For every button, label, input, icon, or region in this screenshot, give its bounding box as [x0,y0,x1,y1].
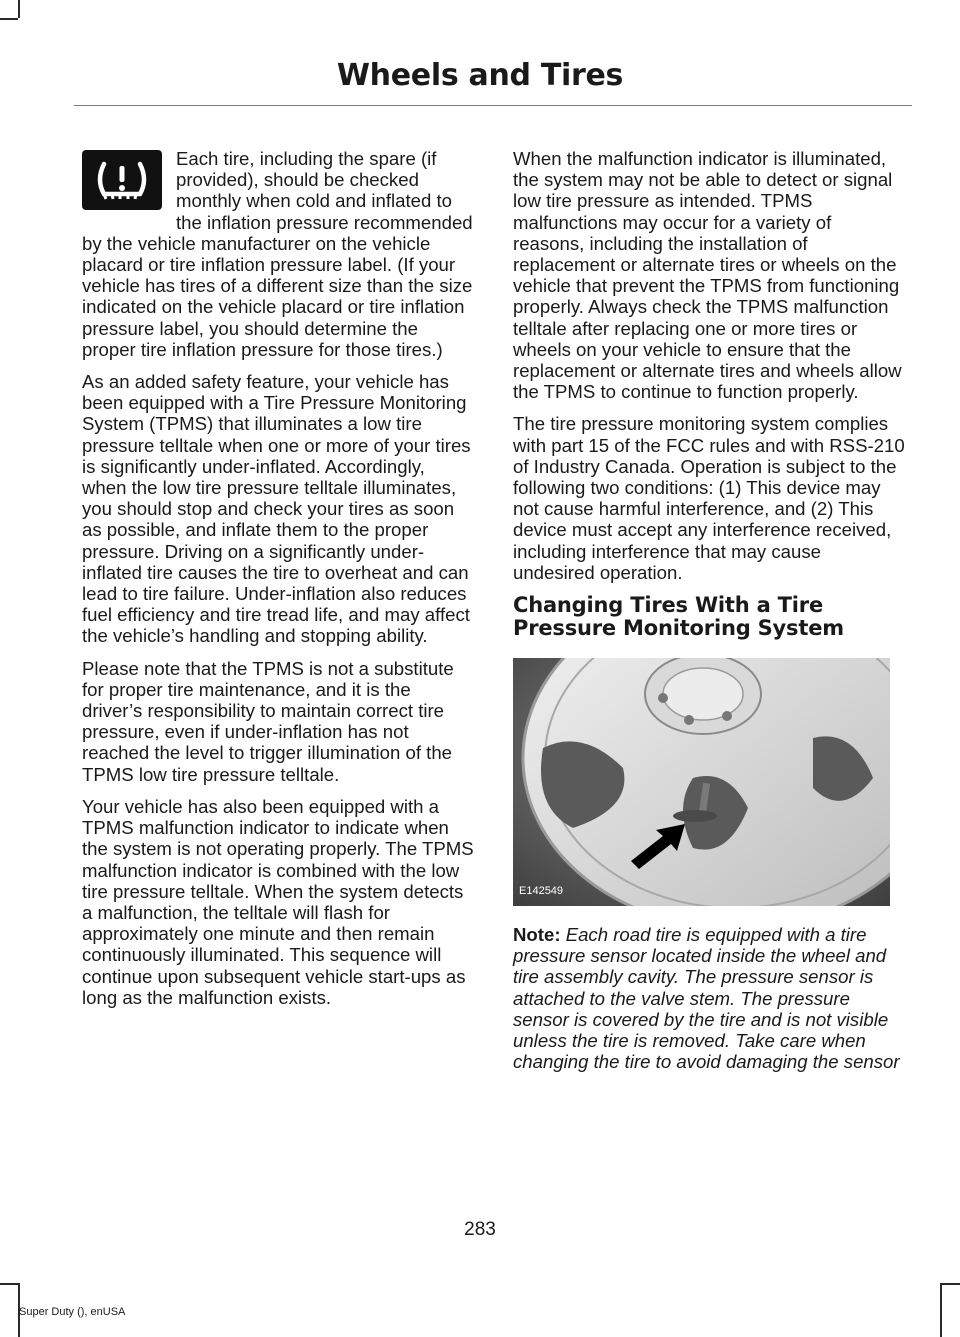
left-column [82,148,474,1019]
crop-mark-bottom-left-h [0,1283,18,1285]
section-subheading: Changing Tires With a Tire Pressure Monitoring System [513,593,844,641]
paragraph: As an added safety feature, your vehicle has been equipped with a Tire Pressure Monitoring System (TPMS) that illuminates a low tire pressure telltale when one or more of your tires is significantly under-inflated. Accordingly, when the low tire pressure telltale illuminates, you should stop and check your tires as soon as possible, and inflate them to the proper pressure. Driving on a significantly under-inflated tire causes the tire to overheat and can lead to tire failure. Under-inflation also reduces fuel efficiency and tire tread life, and may affect the vehicle’s handling and stopping ability. [82,371,471,647]
paragraph: The tire pressure monitoring system complies with part 15 of the FCC rules and with RSS-210 of Industry Canada. Operation is subject to the following two conditions: (1) This device may not cause harmful interference, and (2) This device must accept any interference received, including interference that may cause undesired operation. [513,413,905,583]
paragraph: Please note that the TPMS is not a substitute for proper tire maintenance, and it is the driver’s responsibility to maintain correct tire pressure, even if under-inflation has not reached the level to trigger illumination of the TPMS low tire pressure telltale. [82,657,454,785]
note [513,924,905,1072]
tire-valve-stem-figure [513,658,890,906]
paragraph: Each tire, including the spare (if provided), should be checked monthly when cold and inflated to the inflation pressure recommended by the vehicle manufacturer on the vehicle placard or tire inflation pressure label. (If your vehicle has tires of a different size than the size indicated on the vehicle placard or tire inflation pressure label, you should determine the proper tire inflation pressure for those tires.) [82,148,473,360]
wheel-illustration [513,658,890,906]
right-column [513,148,905,1083]
page-number: 283 [464,1219,496,1240]
note-label: Note: [513,924,561,946]
paragraph: When the malfunction indicator is illuminated, the system may not be able to detect or signal low tire pressure as intended. TPMS malfunctions may occur for a variety of reasons, including the installation of replacement or alternate tires or wheels on the vehicle that prevent the TPMS from functioning properly. Always check the TPMS malfunction telltale after replacing one or more tires or wheels on your vehicle to ensure that the replacement or alternate tires and wheels allow the TPMS to continue to function properly. [513,148,902,403]
crop-mark-top-left [18,0,20,18]
crop-mark-bottom-right [940,1283,942,1337]
page-title: Wheels and Tires [336,58,624,93]
footer-text: Super Duty (), enUSA [19,1306,126,1318]
tire-pressure-warning-icon [82,150,162,210]
header-divider [74,105,912,106]
figure-code: E142549 [519,884,564,897]
crop-mark-top-left-h [0,18,18,20]
paragraph: Your vehicle has also been equipped with a TPMS malfunction indicator to indicate when the system is not operating properly. The TPMS malfunction indicator is combined with the low tire pressure telltale. When the system detects a malfunction, the telltale will flash for approximately one minute and then remain continuously illuminated. This sequence will continue upon subsequent vehicle start-ups as long as the malfunction exists. [82,795,474,1008]
page-header [0,58,960,93]
note-text: Each road tire is equipped with a tire pressure sensor located inside the wheel and tire assembly cavity. The pressure sensor is attached to the valve stem. The pressure sensor is covered by the tire and is not visible unless the tire is removed. Take care when changing the tire to avoid damaging the sensor [513,924,900,1073]
crop-mark-bottom-right-h [942,1283,960,1285]
